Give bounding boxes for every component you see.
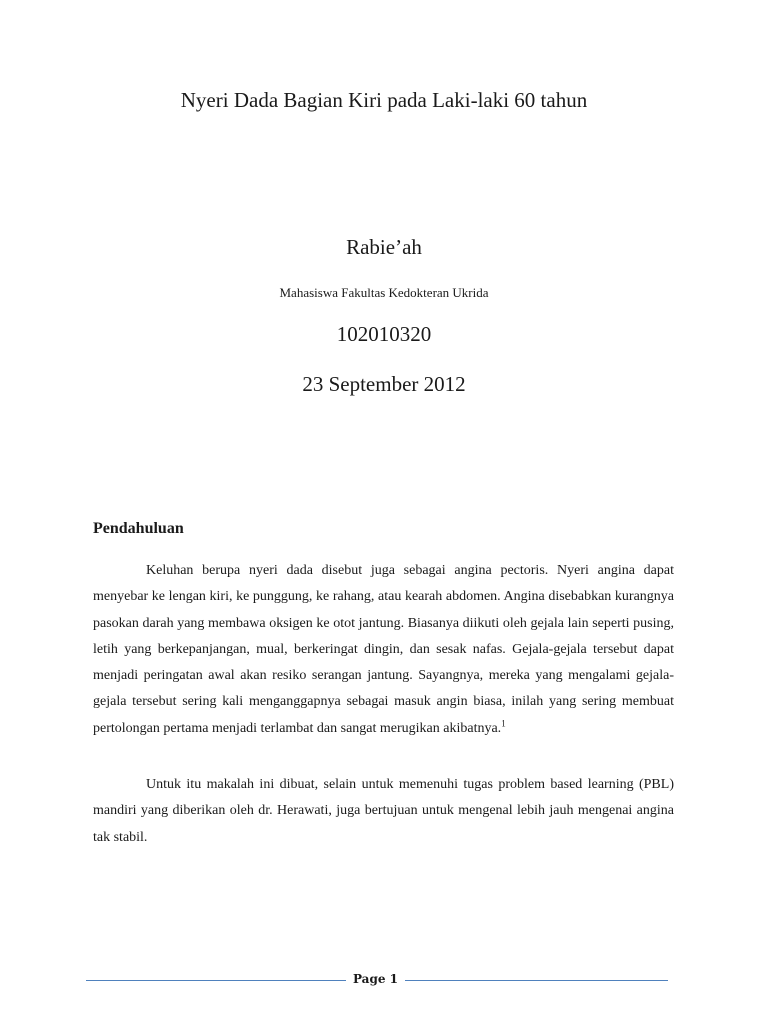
student-id: 102010320 (336, 322, 432, 346)
footer-rule-right (405, 980, 668, 981)
intro-paragraph-2: Untuk itu makalah ini dibuat, selain untuk memenuhi tugas problem based learning (PBL) mandiri yang diberikan oleh dr. Herawati, juga bertujuan untuk mengenal lebih jauh mengenai angina tak stabil. (93, 777, 674, 845)
page-number: Page 1 (352, 972, 399, 986)
author-name: Rabie’ah (346, 235, 422, 259)
document-title: Nyeri Dada Bagian Kiri pada Laki-laki 60 tahun (180, 88, 588, 112)
intro-paragraph-1-text: Keluhan berupa nyeri dada disebut juga sebagai angina pectoris. Nyeri angina dapat menyebar ke lengan kiri, ke punggung, ke rahang, atau kearah abdomen. Angina disebabkan kurangnya pasokan darah yang membawa oksigen ke otot jantung. Biasanya diikuti oleh gejala lain seperti pusing, letih yang berkepanjangan, mual, berkeringat dingin, dan sesak nafas. Gejala-gejala tersebut dapat menjadi peringatan awal akan resiko serangan jantung. Sayangnya, mereka yang mengalami gejala-gejala tersebut sering kali menganggapnya sebagai masuk angin biasa, inilah yang sering membuat pertolongan pertama menjadi terlambat dan sangat merugikan akibatnya. (93, 563, 674, 736)
intro-paragraph-1 (93, 558, 674, 742)
footnote-reference: 1 (501, 718, 506, 729)
author-affiliation: Mahasiswa Fakultas Kedokteran Ukrida (279, 285, 489, 300)
footer-rule-left (86, 980, 346, 981)
section-heading: Pendahuluan (93, 520, 184, 537)
document-date: 23 September 2012 (302, 372, 466, 396)
